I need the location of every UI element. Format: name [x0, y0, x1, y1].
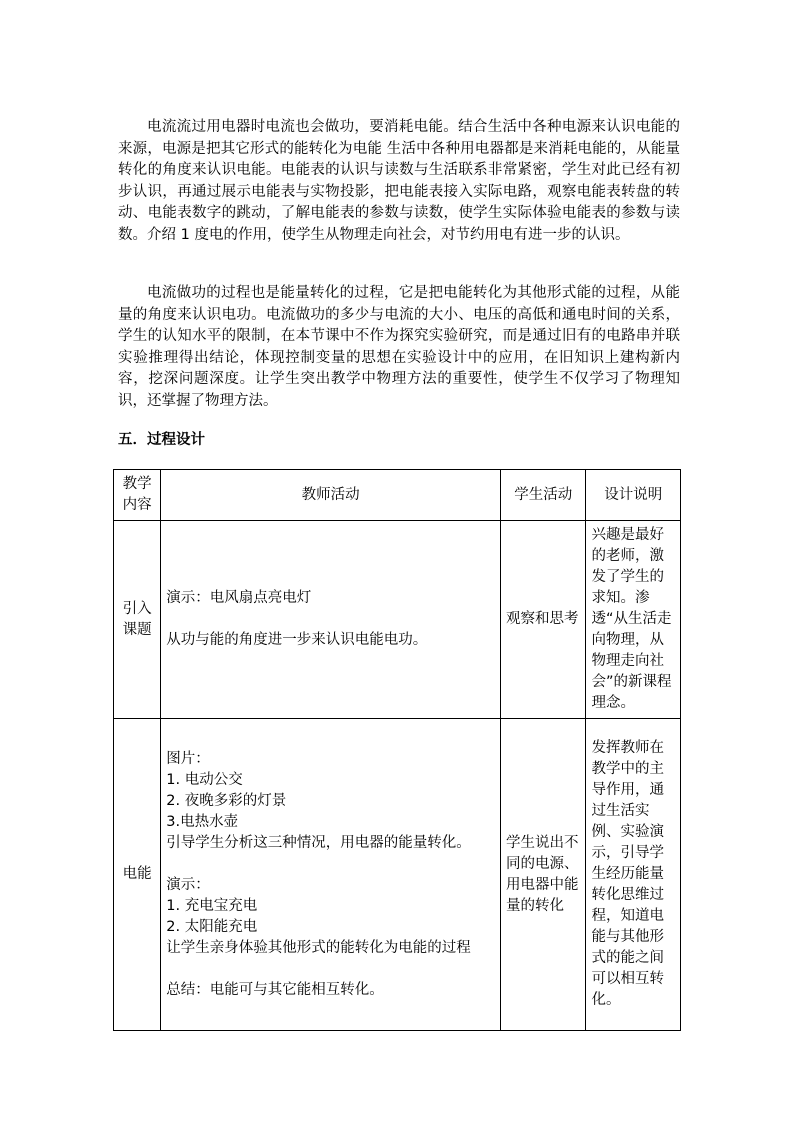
table-header-row [114, 470, 681, 521]
header-teacher: 教师活动 [161, 470, 501, 521]
teacher-line: 让学生亲身体验其他形式的能转化为电能的过程 [166, 939, 471, 956]
row-teacher [161, 719, 501, 1031]
intro-paragraph-1: 电流流过用电器时电流也会做功，要消耗电能。结合生活中各种电源来认识电能的来源，电源是把其它形式的能转化为电能 生活中各种用电器都是来消耗电能的，从能量转化的角度来认识电能。电能表的认识与读数与生活联系非常紧密，学生对此已经有初步认识，再通过展示电能表与实物投影，把电能表接入实际电路，观察电能表转盘的转动、电能表数字的跳动，了解电能表的参数与读数，使学生实际体验电能表的参数与读数。介绍 1 度电的作用，使学生从物理走向社会，对节约用电有进一步的认识。 [118, 119, 680, 243]
teacher-line: 1. 电动公交 [166, 771, 243, 788]
row-content: 引入课题 [114, 521, 161, 719]
row-teacher [161, 521, 501, 719]
table-row [114, 521, 681, 719]
teacher-line: 1. 充电宝充电 [166, 897, 258, 914]
teacher-line: 从功与能的角度进一步来认识电能电功。 [166, 632, 428, 648]
section-heading: 五．过程设计 [118, 432, 205, 448]
row-student: 学生说出不同的电源、用电器中能量的转化 [501, 719, 586, 1031]
row-design: 发挥教师在教学中的主导作用，通过生活实例、实验演示，引导学生经历能量转化思维过程，知道电能与其他形式的能之间可以相互转化。 [586, 719, 681, 1031]
row-design: 兴趣是最好的老师，激发了学生的求知。渗透“从生活走向物理，从物理走向社会”的新课程理念。 [586, 521, 681, 719]
row-student: 观察和思考 [501, 521, 586, 719]
teacher-line: 总结：电能可与其它能相互转化。 [166, 981, 384, 998]
row-content: 电能 [114, 719, 161, 1031]
table-row [114, 719, 681, 1031]
teacher-line [166, 609, 495, 630]
teacher-line: 2. 太阳能充电 [166, 918, 258, 935]
header-content: 教学内容 [114, 470, 161, 521]
header-design: 设计说明 [586, 470, 681, 521]
teacher-line: 演示：电风扇点亮电灯 [166, 590, 312, 606]
teacher-line [166, 854, 495, 875]
teacher-line [166, 959, 495, 980]
header-student: 学生活动 [501, 470, 586, 521]
process-design-table [113, 469, 681, 1031]
teacher-line: 演示： [166, 876, 210, 893]
teacher-line: 引导学生分析这三种情况，用电器的能量转化。 [166, 834, 471, 851]
teacher-line: 图片： [166, 750, 210, 767]
teacher-line: 3.电热水壶 [166, 813, 239, 830]
intro-paragraph-2: 电流做功的过程也是能量转化的过程，它是把电能转化为其他形式能的过程，从能量的角度来认识电功。电流做功的多少与电流的大小、电压的高低和通电时间的关系，学生的认知水平的限制，在本节课中不作为探究实验研究，而是通过旧有的电路串并联实验推理得出结论，体现控制变量的思想在实验设计中的应用，在旧知识上建构新内容，挖深问题深度。让学生突出教学中物理方法的重要性，使学生不仅学习了物理知识，还掌握了物理方法。 [118, 285, 680, 409]
teacher-line: 2. 夜晚多彩的灯景 [166, 792, 287, 809]
